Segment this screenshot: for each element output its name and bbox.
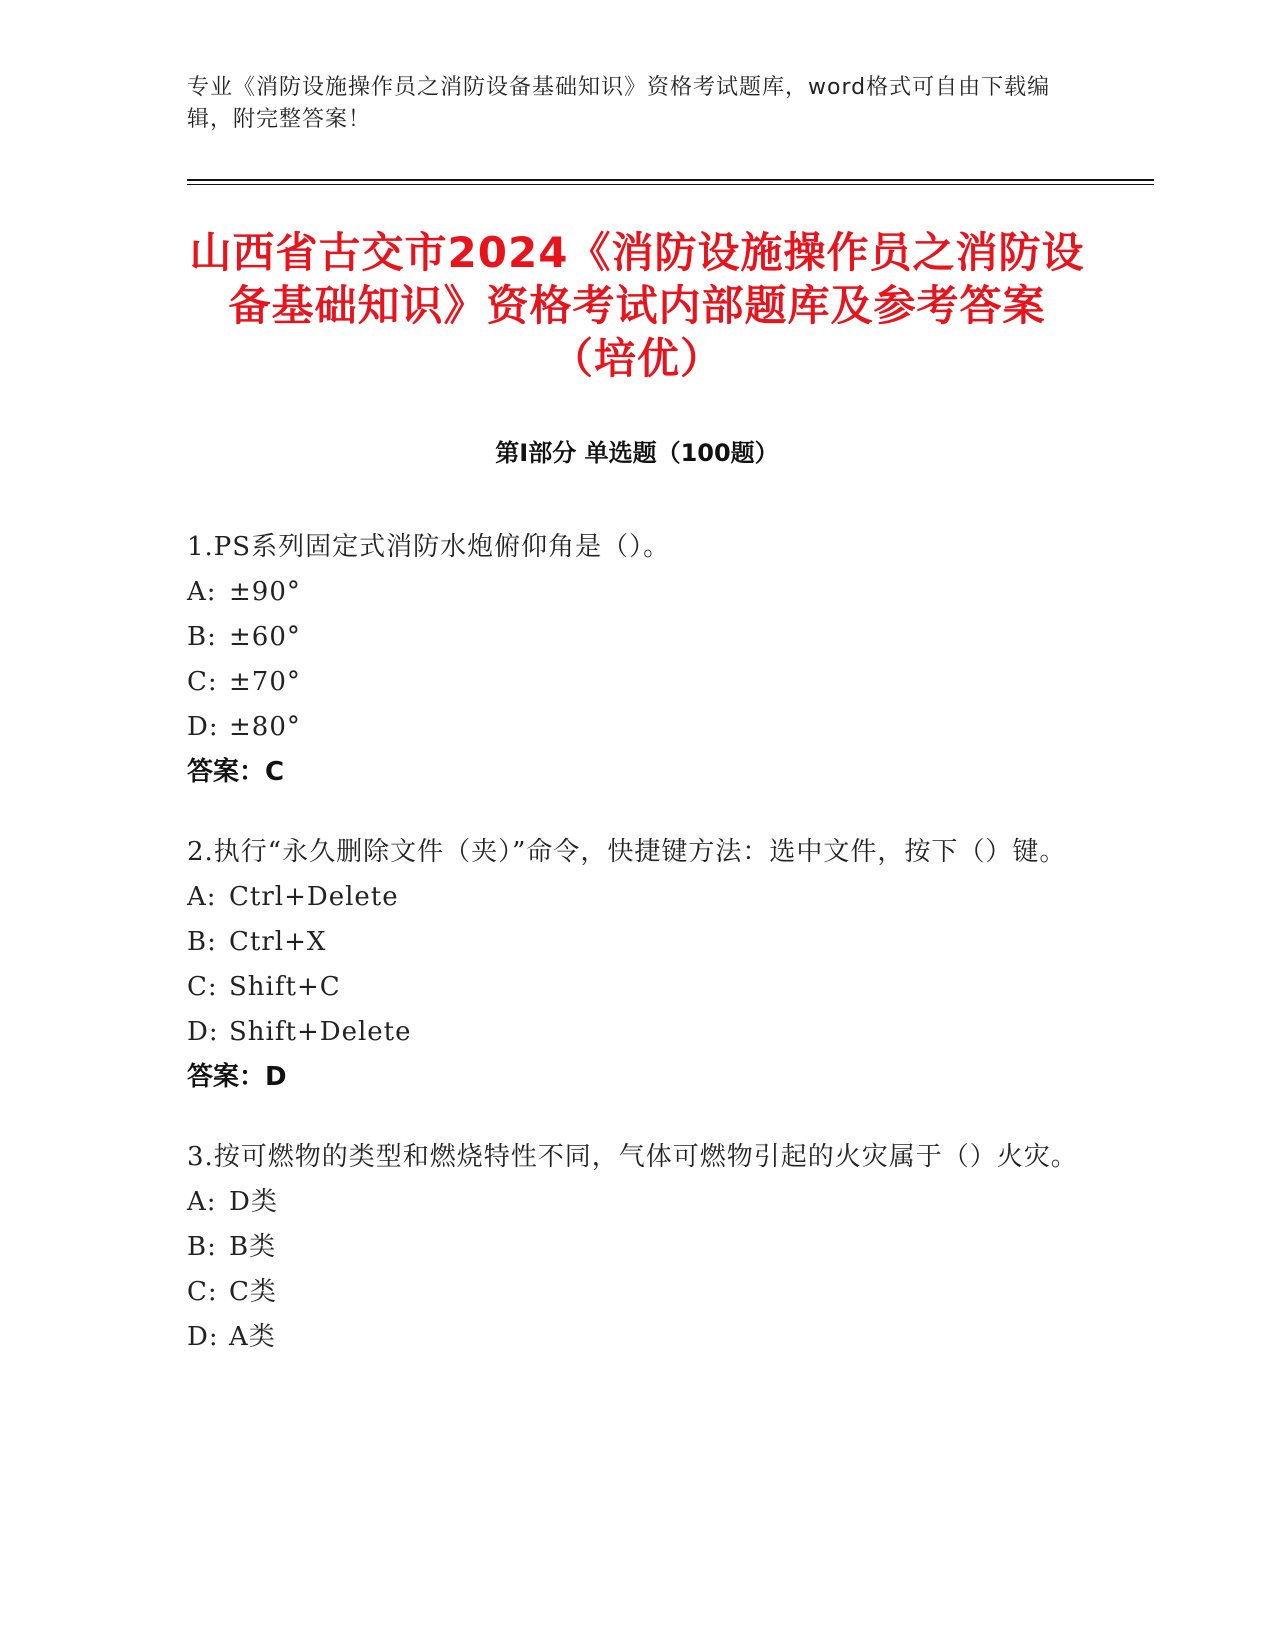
- answer-line: 答案：C: [187, 757, 285, 787]
- option-d: [187, 1010, 1087, 1055]
- option-text: Ctrl+Delete: [229, 882, 399, 912]
- option-d: [187, 705, 1087, 750]
- option-letter: A:: [187, 1187, 217, 1217]
- option-d: [187, 1315, 1087, 1360]
- option-letter: A:: [187, 882, 217, 912]
- option-text: B类: [229, 1232, 277, 1262]
- document-title: 山西省古交市2024《消防设施操作员之消防设备基础知识》资格考试内部题库及参考答案（培优）: [189, 228, 1085, 383]
- option-letter: C:: [187, 972, 218, 1002]
- option-b: [187, 920, 1087, 965]
- option-text: ±90°: [229, 577, 301, 607]
- option-text: Ctrl+X: [229, 927, 327, 957]
- option-a: [187, 875, 1087, 920]
- question-stem: 3.按可燃物的类型和燃烧特性不同，气体可燃物引起的火灾属于（）火灾。: [187, 1142, 1078, 1172]
- question-stem: 2.执行“永久删除文件（夹）”命令，快捷键方法：选中文件，按下（）键。: [187, 837, 1067, 867]
- option-text: Shift+Delete: [229, 1017, 412, 1047]
- header-divider-thick: [187, 179, 1154, 181]
- option-letter: C:: [187, 667, 218, 697]
- option-text: D类: [229, 1187, 278, 1217]
- option-letter: D:: [187, 1322, 219, 1352]
- option-letter: D:: [187, 712, 219, 742]
- question-stem: 1.PS系列固定式消防水炮俯仰角是（）。: [187, 532, 671, 562]
- option-letter: B:: [187, 622, 217, 652]
- header-note: 专业《消防设施操作员之消防设备基础知识》资格考试题库，word格式可自由下载编辑，附完整答案！: [187, 75, 1051, 132]
- option-letter: D:: [187, 1017, 219, 1047]
- question-1: [187, 525, 1087, 795]
- option-text: ±60°: [229, 622, 301, 652]
- option-c: [187, 965, 1087, 1010]
- header-divider-thin: [187, 184, 1154, 185]
- option-letter: B:: [187, 927, 217, 957]
- question-2: [187, 830, 1087, 1100]
- option-text: ±70°: [229, 667, 301, 697]
- option-b: [187, 615, 1087, 660]
- question-list: [187, 525, 1087, 1395]
- question-3: [187, 1135, 1087, 1360]
- option-text: A类: [229, 1322, 276, 1352]
- option-letter: B:: [187, 1232, 217, 1262]
- option-c: [187, 660, 1087, 705]
- option-a: [187, 1180, 1087, 1225]
- option-text: Shift+C: [229, 972, 341, 1002]
- option-text: ±80°: [229, 712, 301, 742]
- option-letter: C:: [187, 1277, 218, 1307]
- option-b: [187, 1225, 1087, 1270]
- option-text: C类: [229, 1277, 277, 1307]
- answer-line: 答案：D: [187, 1062, 287, 1092]
- option-c: [187, 1270, 1087, 1315]
- section-heading: 第Ⅰ部分 单选题（100题）: [495, 439, 779, 467]
- option-letter: A:: [187, 577, 217, 607]
- option-a: [187, 570, 1087, 615]
